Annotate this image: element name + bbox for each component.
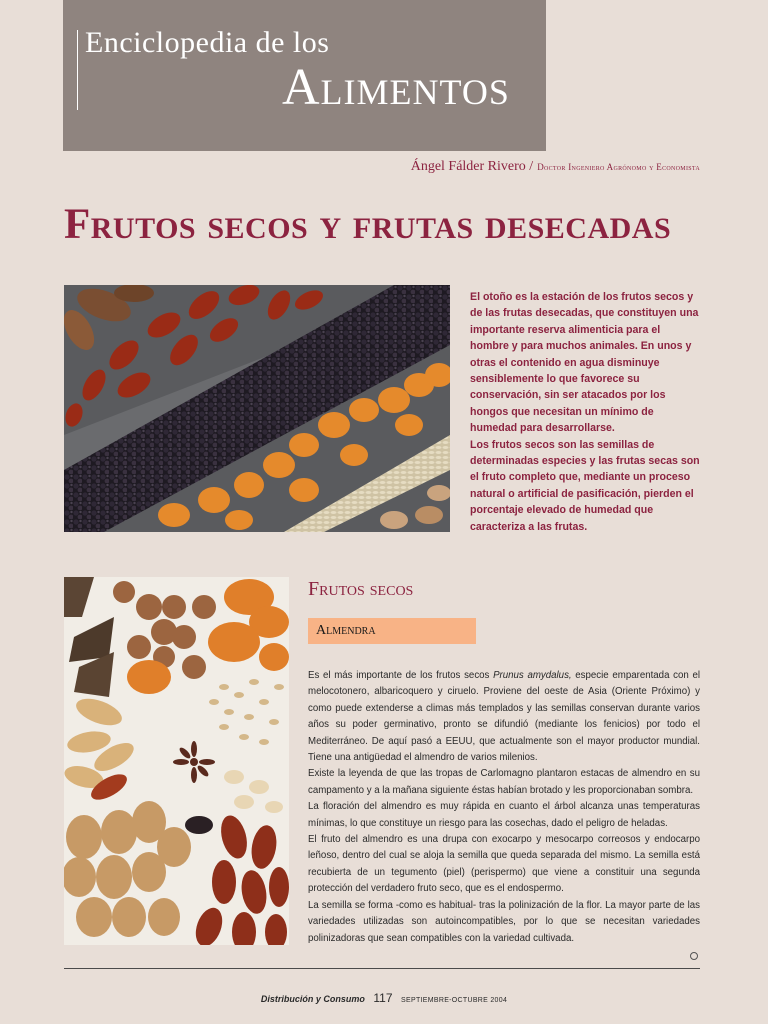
page-footer	[0, 991, 768, 1005]
page-number: 117	[373, 991, 393, 1005]
intro-text	[470, 289, 700, 535]
body-p1-after: especie emparentada con el melocotonero, albaricoquero y ciruelo. Proviene del oeste de Asia (Oriente Próximo) y como puede extenderse a climas más templados y las semillas conservan durante varios años su poder germinativo, pronto se difundió (mediante los fenicios) por todo el Mediterráneo. De aquí pasó a EEUU, que actualmente son el mayor productor mundial. Tiene una antigüedad el almendro de varios milenios.	[308, 670, 700, 764]
journal-name: Distribución y Consumo	[260, 994, 365, 1004]
section-title: Frutos secos	[308, 578, 414, 600]
body-paragraph-2: Existe la leyenda de que las tropas de Carlomagno plantaron estacas de almendro en su campamento y a la mañana siguiente éstas habían brotado y les proporcionaban sombra.	[308, 768, 700, 796]
author-role: Doctor Ingeniero Agrónomo y Economista	[537, 162, 700, 172]
intro-paragraph-2: Los frutos secos son las semillas de determinadas especies y las frutas secas son el fruto completo que, mediante un proceso natural o artificial de pasificación, pierden el porcentaje elevado de humedad que caracteriza a las frutas.	[470, 438, 700, 533]
nuts-photo	[64, 577, 289, 945]
article-body	[308, 668, 700, 947]
nuts-illustration	[64, 577, 289, 945]
end-of-article-icon	[690, 952, 698, 960]
footer-divider	[64, 968, 700, 969]
subsection-label: Almendra	[316, 623, 376, 638]
issue-date: SEPTIEMBRE-OCTUBRE 2004	[401, 997, 508, 1004]
intro-paragraph-1: El otoño es la estación de los frutos secos y de las frutas desecadas, que constituyen una importante reserva alimenticia para el hombre y para muchos animales. En unos y otras el contenido en agua disminuye sensiblemente lo que favorece su conservación, sin ser atacados por los hongos que necesitan un mínimo de humedad para desarrollarse.	[470, 291, 699, 435]
header-divider	[77, 30, 78, 110]
article-title: Frutos secos y frutas desecadas	[64, 201, 672, 248]
body-paragraph-5: La semilla se forma -como es habitual- tras la polinización de la flor. La mayor parte de las variedades utilizadas son autoincompatibles, por lo que se necesitan variedades polinizadoras que sean compatibles con la variedad cultivada.	[308, 899, 700, 944]
dried-fruits-illustration	[64, 285, 450, 532]
header-title-line2: Alimentos	[282, 59, 510, 116]
species-name: Prunus amydalus,	[493, 670, 572, 681]
body-p1-before: Es el más importante de los frutos secos	[308, 670, 494, 681]
body-paragraph-4: El fruto del almendro es una drupa con exocarpo y mesocarpo correosos y endocarpo leñoso, dentro del cual se aloja la semilla que queda separada del mismo. La semilla está recubierta de un tegumento (piel) (perispermo) que viene a constituir una segunda protección del verdadero fruto seco, que es el endospermo.	[308, 834, 700, 895]
author-name: Ángel Fálder Rivero /	[410, 159, 534, 174]
body-paragraph-1	[308, 668, 700, 766]
header-title-line1: Enciclopedia de los	[85, 26, 330, 59]
author-byline	[411, 157, 700, 175]
body-paragraph-3: La floración del almendro es muy rápida en cuanto el árbol alcanza unas temperaturas mínimas, lo que constituye un riesgo para las cosechas, dado el peligro de heladas.	[308, 801, 700, 829]
dried-fruits-photo	[64, 285, 450, 532]
